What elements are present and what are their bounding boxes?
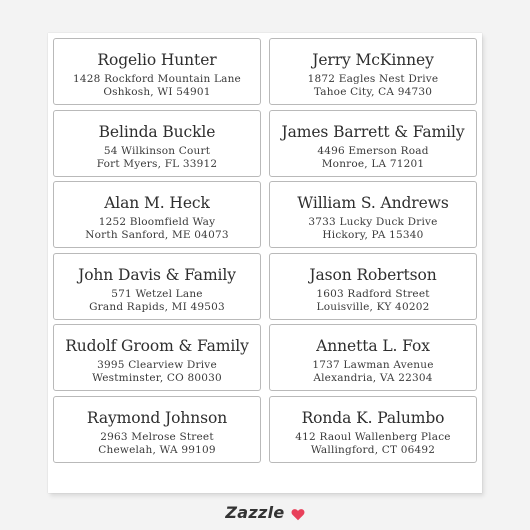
- recipient-name: Jason Robertson: [309, 265, 437, 284]
- recipient-name: William S. Andrews: [297, 194, 449, 213]
- street-address: 1252 Bloomfield Way: [98, 216, 216, 229]
- address-label: [53, 38, 261, 105]
- recipient-name: Alan M. Heck: [104, 194, 210, 213]
- recipient-name: James Barrett & Family: [281, 122, 465, 141]
- address-label: [53, 324, 261, 391]
- sheet-footer: [48, 499, 482, 526]
- street-address: 1872 Eagles Nest Drive: [307, 73, 439, 85]
- street-address: 54 Wilkinson Court: [103, 144, 211, 157]
- street-address: 1428 Rockford Mountain Lane: [73, 73, 241, 85]
- address-label: [269, 253, 477, 320]
- street-address: 3995 Clearview Drive: [97, 359, 217, 372]
- city-state-zip: Hickory, PA 15340: [322, 229, 424, 242]
- recipient-name: Raymond Johnson: [86, 408, 228, 427]
- address-label: [269, 110, 477, 177]
- recipient-name: Annetta L. Fox: [316, 337, 430, 356]
- label-grid: [53, 38, 477, 463]
- address-label: [53, 396, 261, 463]
- address-label: [269, 324, 477, 391]
- address-label: [269, 38, 477, 105]
- recipient-name: Jerry McKinney: [312, 51, 434, 69]
- street-address: 571 Wetzel Lane: [111, 287, 203, 300]
- address-label: [53, 110, 261, 177]
- city-state-zip: North Sanford, ME 04073: [85, 229, 229, 242]
- city-state-zip: Oshkosh, WI 54901: [103, 86, 211, 98]
- city-state-zip: Grand Rapids, MI 49503: [89, 300, 225, 313]
- street-address: 4496 Emerson Road: [317, 144, 429, 157]
- city-state-zip: Fort Myers, FL 33912: [96, 157, 218, 170]
- city-state-zip: Louisville, KY 40202: [316, 300, 430, 313]
- address-label: [269, 396, 477, 463]
- street-address: 412 Raoul Wallenberg Place: [295, 430, 451, 443]
- recipient-name: John Davis & Family: [78, 265, 236, 284]
- brand-logo: Zazzle: [225, 503, 285, 522]
- city-state-zip: Westminster, CO 80030: [92, 372, 222, 385]
- address-label: [269, 181, 477, 248]
- street-address: 1603 Radford Street: [316, 287, 430, 300]
- recipient-name: Rogelio Hunter: [97, 51, 217, 69]
- city-state-zip: Monroe, LA 71201: [321, 157, 425, 170]
- address-label: [53, 181, 261, 248]
- recipient-name: Rudolf Groom & Family: [65, 337, 249, 356]
- address-label: [53, 253, 261, 320]
- city-state-zip: Wallingford, CT 06492: [310, 443, 436, 456]
- heart-icon: [291, 506, 305, 519]
- city-state-zip: Chewelah, WA 99109: [98, 443, 216, 456]
- street-address: 3733 Lucky Duck Drive: [308, 216, 438, 229]
- city-state-zip: Tahoe City, CA 94730: [313, 86, 433, 98]
- street-address: 1737 Lawman Avenue: [312, 359, 434, 372]
- street-address: 2963 Melrose Street: [100, 430, 214, 443]
- label-sheet: [48, 33, 482, 522]
- recipient-name: Belinda Buckle: [98, 122, 216, 141]
- city-state-zip: Alexandria, VA 22304: [313, 372, 433, 385]
- recipient-name: Ronda K. Palumbo: [301, 408, 445, 427]
